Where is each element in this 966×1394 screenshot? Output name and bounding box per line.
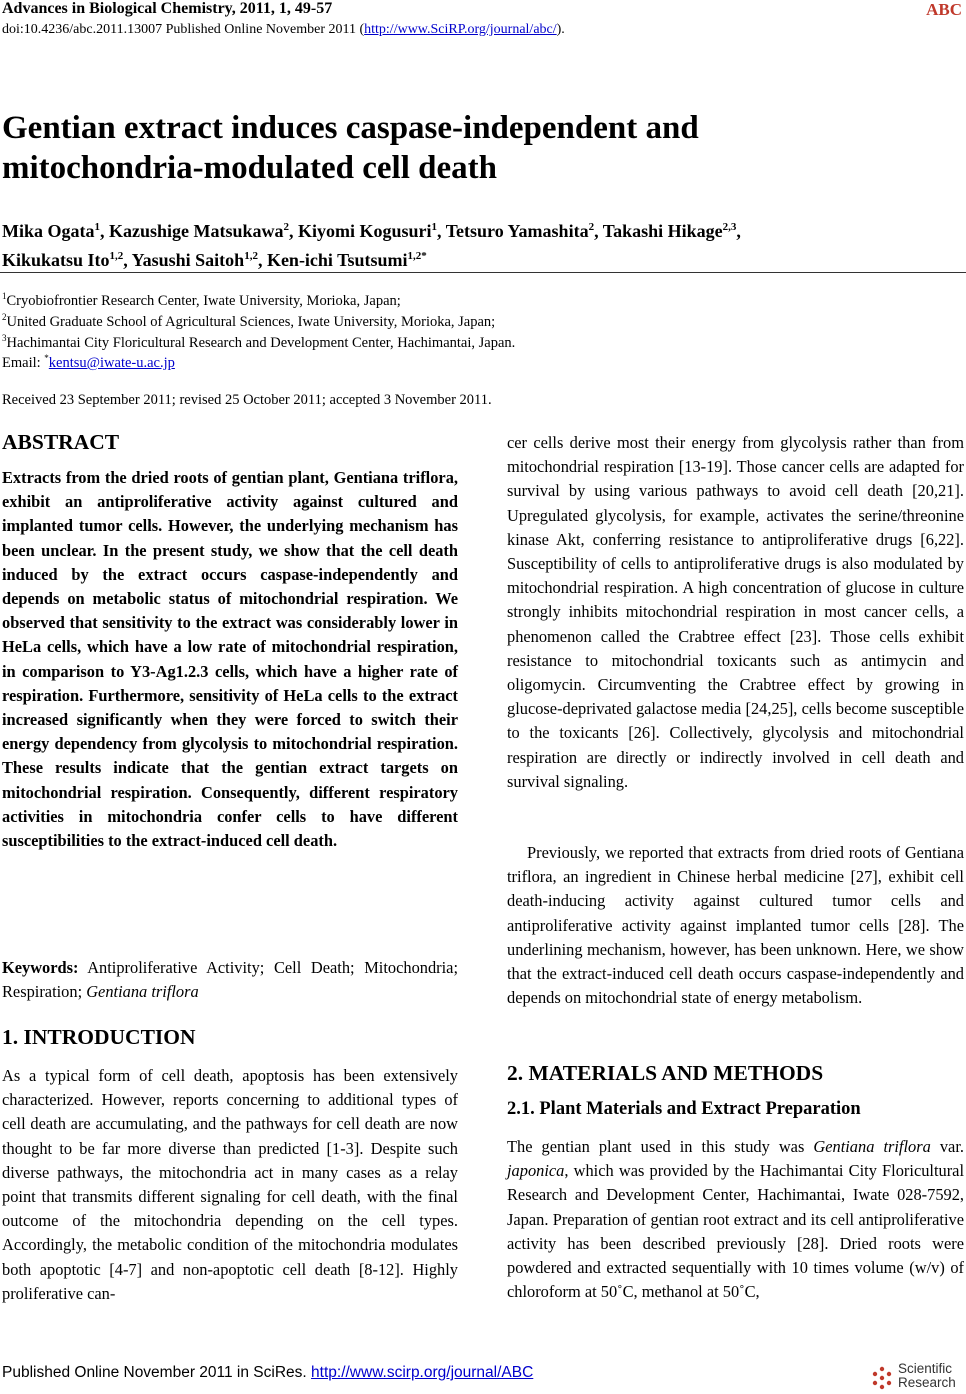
author-affiliation-mark: 1,2 bbox=[244, 250, 258, 262]
author-name: Mika Ogata bbox=[2, 221, 95, 241]
publisher-logo-text bbox=[898, 1362, 956, 1390]
doi-suffix: ). bbox=[556, 22, 565, 37]
page-footer bbox=[2, 1364, 533, 1382]
affiliation-mark: 2 bbox=[2, 312, 7, 322]
journal-abbreviation: ABC bbox=[926, 0, 962, 19]
author-name: , Tetsuro Yamashita bbox=[437, 221, 589, 241]
title-line-2: mitochondria-modulated cell death bbox=[2, 150, 497, 186]
abstract-text: Extracts from the dried roots of gentian plant, Gentiana triflora, exhibit an antiproliferative activity against cultured and implanted tumor cells. However, the underlying mechanism has been unclear. In the present study, we show that the cell death induced by the extract occurs caspase-independently and depends on metabolic status of mitochondrial respiration. We observed that sensitivity to the extract was considerably lower in HeLa cells, which have a low rate of mitochondrial respiration, in comparison to Y3-Ag1.2.3 cells, which have a higher rate of respiration. Furthermore, sensitivity of HeLa cells to the extract increased significantly when they were forced to switch their energy dependency from glycolysis to mitochondrial respiration. These results indicate that the gentian extract targets on mitochondrial respiration. Consequently, different respiratory activities in mitochondria confer cells to have different susceptibilities to the extract-induced cell death. bbox=[2, 468, 458, 851]
doi-prefix: doi:10.4236/abc.2011.13007 Published Online November 2011 ( bbox=[2, 22, 365, 37]
title-line-1: Gentian extract induces caspase-independent and bbox=[2, 110, 699, 146]
keyword-species: Gentiana triflora bbox=[86, 982, 199, 1002]
keywords-list: Antiproliferative Activity; Cell Death; Mitochondria; Respiration; bbox=[2, 958, 458, 1002]
logo-line-1: Scientific bbox=[898, 1361, 953, 1376]
methods-heading: 2. MATERIALS AND METHODS bbox=[507, 1061, 824, 1085]
author-name: , Ken-ichi Tsutsumi bbox=[257, 250, 408, 270]
email-line bbox=[2, 348, 962, 373]
author-name: , Kiyomi Kogusuri bbox=[289, 221, 432, 241]
doi-line bbox=[2, 22, 565, 38]
affiliation-mark: 1 bbox=[2, 291, 7, 301]
corresponding-mark: * bbox=[44, 353, 49, 363]
variety-name: japonica bbox=[507, 1161, 565, 1181]
author-name: , Takashi Hikage bbox=[594, 221, 723, 241]
keywords bbox=[2, 956, 458, 1004]
publisher-logo bbox=[870, 1362, 962, 1392]
footer-text: Published Online November 2011 in SciRes. bbox=[2, 1364, 312, 1381]
author-affiliation-mark: 2,3 bbox=[722, 221, 737, 233]
affiliation-text: Cryobiofrontier Research Center, Iwate University, Morioka, Japan; bbox=[6, 292, 401, 309]
journal-citation: Advances in Biological Chemistry, 2011, 1, 49-57 bbox=[2, 0, 333, 17]
email-label: Email: bbox=[2, 354, 45, 371]
author-name: , Yasushi Saitoh bbox=[123, 250, 245, 270]
right-column-paragraph-1: cer cells derive most their energy from glycolysis rather than from mitochondrial respiration [13-19]. Those cancer cells are adapted for survival by using various pathways to avoid cell death [20,21]. Upregulated glycolysis, for example, activates the serine/threonine kinase Akt, conferring resistance to antiproliferative drugs [6,22]. Susceptibility of cells to antiproliferative drugs is also modulated by mitochondrial respiration. A high concentration of glucose in culture strongly inhibits mitochondrial respiration in most cancer cells, a phenomenon called the Crabtree effect [23]. Those cells exhibit resistance to mitochondrial toxicants such as antimycin and oligomycin. Circumventing the Crabtree effect by growing in glucose-deprivated galactose media [24,25], cells become susceptible to the toxicants [26]. Collectively, glycolysis and mitochondrial respiration are directly or indirectly involved in cell death and survival signaling. bbox=[507, 433, 964, 791]
keywords-label: Keywords: bbox=[2, 958, 79, 977]
affiliation-text: United Graduate School of Agricultural Sciences, Iwate University, Morioka, Japan; bbox=[6, 313, 496, 330]
methods-text: , which was provided by the Hachimantai City Floricultural Research and Development Center, Hachimantai, Iwate 028-7592, Japan. Preparation of gentian root extract and its cell antiproliferative activity has been described previously [28]. Dried roots were powdered and extracted sequentially with 10 times volume (w/v) of chloroform at 50˚C, methanol at 50˚C, bbox=[507, 1161, 964, 1302]
methods-text: var. bbox=[930, 1137, 964, 1156]
introduction-heading: 1. INTRODUCTION bbox=[2, 1025, 196, 1049]
footer-link[interactable]: http://www.scirp.org/journal/ABC bbox=[311, 1364, 534, 1381]
received-dates: Received 23 September 2011; revised 25 October 2011; accepted 3 November 2011. bbox=[2, 392, 492, 408]
methods-text: The gentian plant used in this study was bbox=[507, 1137, 814, 1156]
right-column-paragraph-2: Previously, we reported that extracts from dried roots of Gentiana triflora, an ingredient in Chinese herbal medicine [27], exhibit cell death-inducing activity against cultured tumor cells and antiproliferative activity against implanted tumor cells [28]. The underlining mechanism, however, has been unknown. Here, we show that the extract-induced cell death occurs caspase-independently and depends on mitochondrial state of energy metabolism. bbox=[507, 843, 964, 1008]
species-name: Gentiana triflora bbox=[813, 1137, 931, 1156]
email-link[interactable]: kentsu@iwate-u.ac.jp bbox=[48, 354, 175, 371]
author-name: Kikukatsu Ito bbox=[2, 250, 110, 270]
subsection-heading: 2.1. Plant Materials and Extract Preparation bbox=[507, 1099, 861, 1119]
affiliation-text: Hachimantai City Floricultural Research and Development Center, Hachimantai, Japan. bbox=[6, 334, 516, 351]
author-affiliation-mark: 1,2 bbox=[109, 250, 124, 262]
abstract-heading: ABSTRACT bbox=[2, 430, 120, 454]
author-affiliation-mark: 1 bbox=[431, 221, 438, 233]
publisher-logo-icon bbox=[870, 1366, 894, 1390]
author-name: , Kazushige Matsukawa bbox=[100, 221, 284, 241]
introduction-text: As a typical form of cell death, apoptosis has been extensively characterized. However, reports concerning to additional types of cell death are accumulating, and the pathways for cell death are now thought to be far more diverse than predicted [1-3]. Despite such diverse pathways, the mitochondria act in many cases as a relay point that transmits different signaling for cell death, with the final outcome of the mitochondria depending on the cell types. Accordingly, the metabolic condition of the mitochondria modulates both apoptotic [4-7] and non-apoptotic cell death [8-12]. Highly proliferative can- bbox=[2, 1066, 458, 1303]
author-separator: , bbox=[736, 221, 741, 241]
logo-line-2: Research bbox=[898, 1375, 956, 1390]
affiliation-mark: 3 bbox=[2, 333, 7, 343]
header-divider bbox=[0, 272, 966, 273]
methods-paragraph bbox=[507, 1135, 964, 1304]
paper-title bbox=[2, 108, 902, 188]
author-affiliation-mark: 1,2* bbox=[407, 250, 427, 262]
journal-link[interactable]: http://www.SciRP.org/journal/abc/ bbox=[364, 22, 557, 37]
author-list bbox=[2, 215, 962, 273]
author-affiliation-mark: 1 bbox=[94, 221, 100, 233]
author-affiliation-mark: 2 bbox=[283, 221, 290, 233]
author-affiliation-mark: 2 bbox=[588, 221, 595, 233]
